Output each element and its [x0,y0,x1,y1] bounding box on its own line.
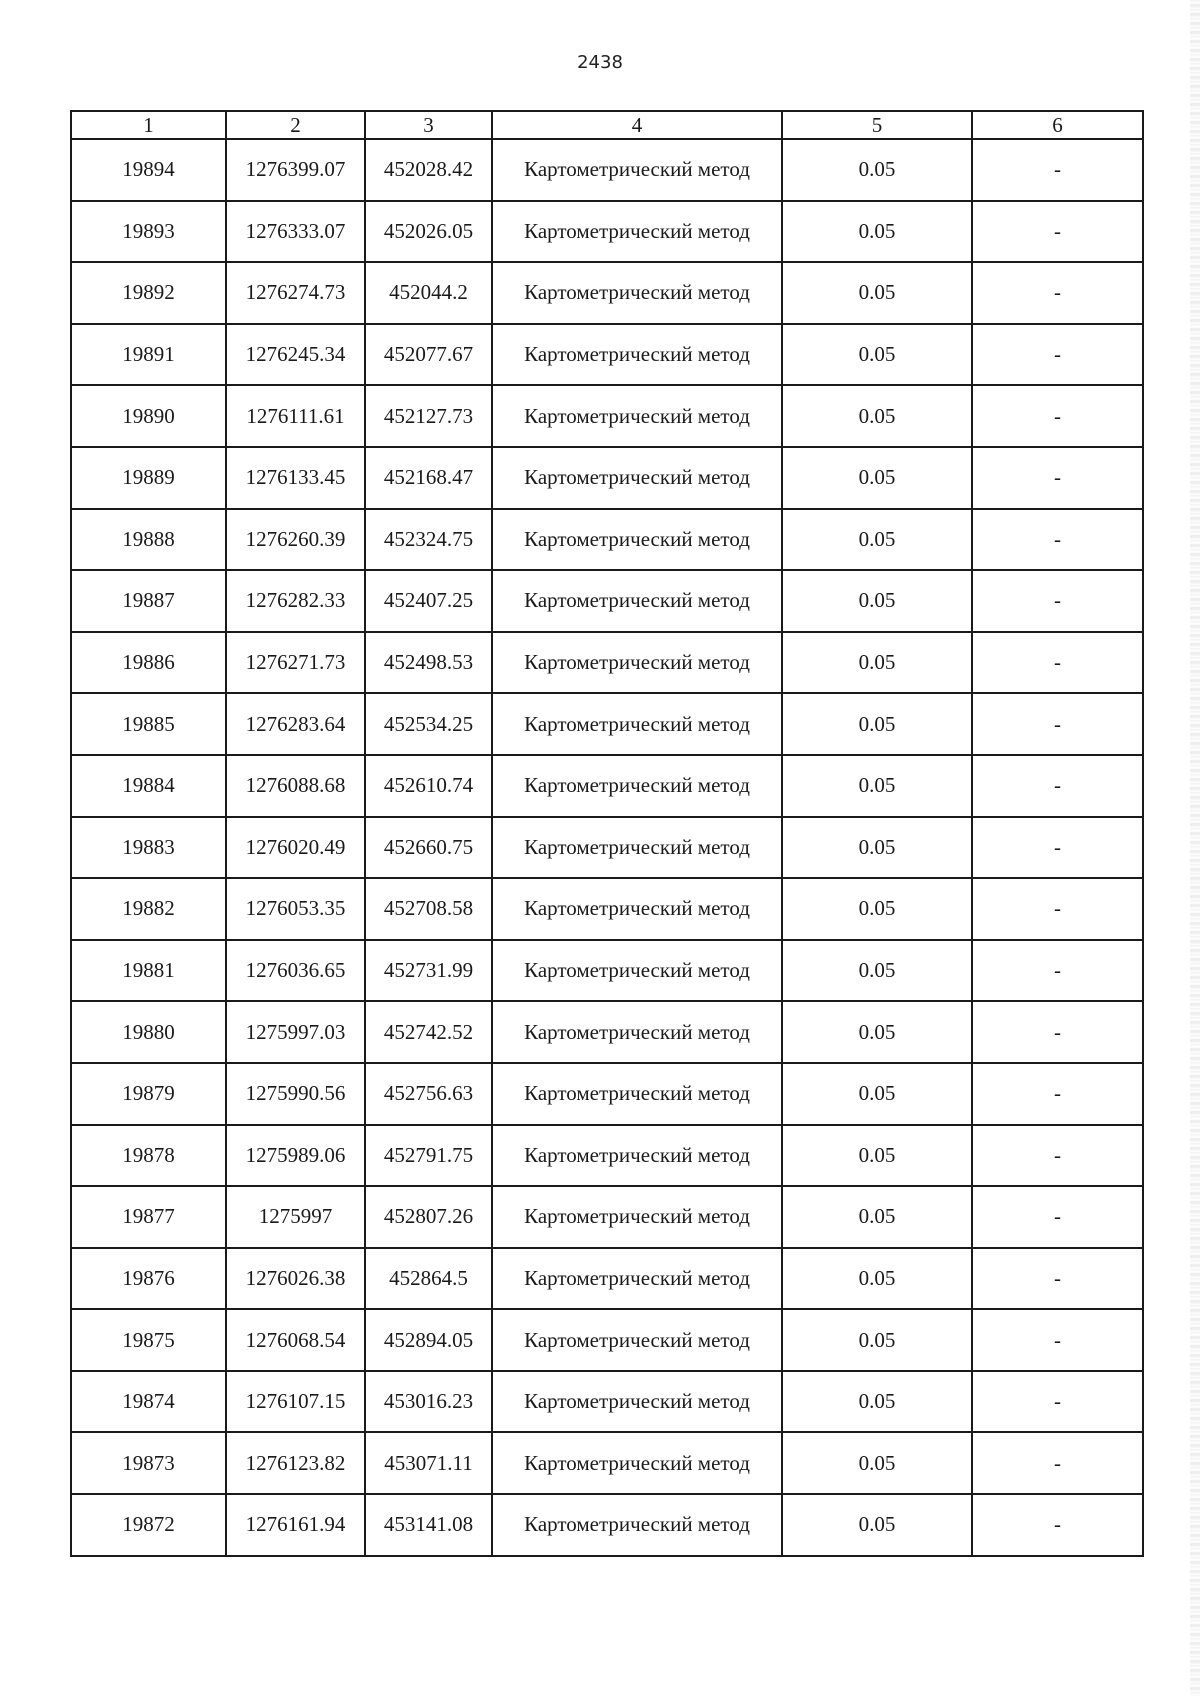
y-coordinate-cell: 452864.5 [365,1248,492,1310]
method-cell: Картометрический метод [492,447,782,509]
point-number-cell: 19876 [71,1248,226,1310]
accuracy-cell: 0.05 [782,447,972,509]
accuracy-cell: 0.05 [782,1125,972,1187]
table-header-row [71,111,1143,139]
y-coordinate-cell: 452756.63 [365,1063,492,1125]
point-number-cell: 19886 [71,632,226,694]
table-row [71,1248,1143,1310]
column-header-4: 4 [492,111,782,139]
method-cell: Картометрический метод [492,509,782,571]
method-cell: Картометрический метод [492,817,782,879]
table-row [71,878,1143,940]
table-row [71,509,1143,571]
accuracy-cell: 0.05 [782,570,972,632]
y-coordinate-cell: 452742.52 [365,1001,492,1063]
accuracy-cell: 0.05 [782,509,972,571]
y-coordinate-cell: 452044.2 [365,262,492,324]
point-number-cell: 19877 [71,1186,226,1248]
point-number-cell: 19889 [71,447,226,509]
accuracy-cell: 0.05 [782,1248,972,1310]
table-row [71,139,1143,201]
point-number-cell: 19880 [71,1001,226,1063]
accuracy-cell: 0.05 [782,1432,972,1494]
note-cell: - [972,755,1143,817]
note-cell: - [972,201,1143,263]
method-cell: Картометрический метод [492,201,782,263]
y-coordinate-cell: 452534.25 [365,693,492,755]
note-cell: - [972,385,1143,447]
table-row [71,632,1143,694]
note-cell: - [972,1001,1143,1063]
column-header-1: 1 [71,111,226,139]
y-coordinate-cell: 452731.99 [365,940,492,1002]
accuracy-cell: 0.05 [782,262,972,324]
table-body [71,139,1143,1556]
method-cell: Картометрический метод [492,1494,782,1556]
accuracy-cell: 0.05 [782,1001,972,1063]
column-header-2: 2 [226,111,365,139]
method-cell: Картометрический метод [492,570,782,632]
note-cell: - [972,1494,1143,1556]
point-number-cell: 19885 [71,693,226,755]
method-cell: Картометрический метод [492,632,782,694]
accuracy-cell: 0.05 [782,1063,972,1125]
table-row [71,940,1143,1002]
coordinates-table [70,110,1144,1557]
y-coordinate-cell: 452026.05 [365,201,492,263]
y-coordinate-cell: 452610.74 [365,755,492,817]
table-row [71,201,1143,263]
point-number-cell: 19891 [71,324,226,386]
method-cell: Картометрический метод [492,1371,782,1433]
accuracy-cell: 0.05 [782,385,972,447]
point-number-cell: 19875 [71,1309,226,1371]
point-number-cell: 19873 [71,1432,226,1494]
method-cell: Картометрический метод [492,1309,782,1371]
table-row [71,1125,1143,1187]
y-coordinate-cell: 452708.58 [365,878,492,940]
point-number-cell: 19883 [71,817,226,879]
point-number-cell: 19884 [71,755,226,817]
y-coordinate-cell: 452791.75 [365,1125,492,1187]
x-coordinate-cell: 1276271.73 [226,632,365,694]
y-coordinate-cell: 452324.75 [365,509,492,571]
x-coordinate-cell: 1276123.82 [226,1432,365,1494]
x-coordinate-cell: 1276053.35 [226,878,365,940]
x-coordinate-cell: 1276283.64 [226,693,365,755]
x-coordinate-cell: 1276111.61 [226,385,365,447]
y-coordinate-cell: 452407.25 [365,570,492,632]
coordinates-table-container [70,110,1130,1557]
method-cell: Картометрический метод [492,878,782,940]
method-cell: Картометрический метод [492,1125,782,1187]
scan-edge-artifact [1190,0,1200,1696]
y-coordinate-cell: 452077.67 [365,324,492,386]
accuracy-cell: 0.05 [782,817,972,879]
x-coordinate-cell: 1276020.49 [226,817,365,879]
x-coordinate-cell: 1276026.38 [226,1248,365,1310]
point-number-cell: 19888 [71,509,226,571]
page-number: 2438 [577,52,623,73]
table-row [71,324,1143,386]
note-cell: - [972,693,1143,755]
y-coordinate-cell: 452660.75 [365,817,492,879]
x-coordinate-cell: 1276133.45 [226,447,365,509]
note-cell: - [972,509,1143,571]
point-number-cell: 19892 [71,262,226,324]
point-number-cell: 19874 [71,1371,226,1433]
point-number-cell: 19878 [71,1125,226,1187]
x-coordinate-cell: 1275989.06 [226,1125,365,1187]
point-number-cell: 19890 [71,385,226,447]
accuracy-cell: 0.05 [782,139,972,201]
y-coordinate-cell: 452028.42 [365,139,492,201]
method-cell: Картометрический метод [492,262,782,324]
accuracy-cell: 0.05 [782,1309,972,1371]
accuracy-cell: 0.05 [782,324,972,386]
table-row [71,817,1143,879]
note-cell: - [972,1432,1143,1494]
note-cell: - [972,1371,1143,1433]
accuracy-cell: 0.05 [782,1371,972,1433]
x-coordinate-cell: 1276245.34 [226,324,365,386]
note-cell: - [972,817,1143,879]
note-cell: - [972,1248,1143,1310]
table-row [71,447,1143,509]
x-coordinate-cell: 1276282.33 [226,570,365,632]
table-row [71,385,1143,447]
y-coordinate-cell: 453016.23 [365,1371,492,1433]
table-row [71,1432,1143,1494]
method-cell: Картометрический метод [492,940,782,1002]
x-coordinate-cell: 1275990.56 [226,1063,365,1125]
accuracy-cell: 0.05 [782,1494,972,1556]
x-coordinate-cell: 1276333.07 [226,201,365,263]
method-cell: Картометрический метод [492,1001,782,1063]
note-cell: - [972,1186,1143,1248]
x-coordinate-cell: 1276161.94 [226,1494,365,1556]
note-cell: - [972,447,1143,509]
note-cell: - [972,878,1143,940]
accuracy-cell: 0.05 [782,755,972,817]
y-coordinate-cell: 453071.11 [365,1432,492,1494]
method-cell: Картометрический метод [492,385,782,447]
y-coordinate-cell: 452498.53 [365,632,492,694]
x-coordinate-cell: 1276107.15 [226,1371,365,1433]
table-row [71,1186,1143,1248]
note-cell: - [972,324,1143,386]
note-cell: - [972,262,1143,324]
method-cell: Картометрический метод [492,324,782,386]
table-row [71,693,1143,755]
column-header-6: 6 [972,111,1143,139]
method-cell: Картометрический метод [492,1248,782,1310]
y-coordinate-cell: 452127.73 [365,385,492,447]
y-coordinate-cell: 452168.47 [365,447,492,509]
x-coordinate-cell: 1276274.73 [226,262,365,324]
note-cell: - [972,1063,1143,1125]
table-row [71,755,1143,817]
method-cell: Картометрический метод [492,693,782,755]
accuracy-cell: 0.05 [782,201,972,263]
method-cell: Картометрический метод [492,1432,782,1494]
method-cell: Картометрический метод [492,1186,782,1248]
accuracy-cell: 0.05 [782,632,972,694]
note-cell: - [972,632,1143,694]
point-number-cell: 19879 [71,1063,226,1125]
table-row [71,1309,1143,1371]
x-coordinate-cell: 1275997.03 [226,1001,365,1063]
point-number-cell: 19882 [71,878,226,940]
note-cell: - [972,570,1143,632]
column-header-5: 5 [782,111,972,139]
x-coordinate-cell: 1276036.65 [226,940,365,1002]
accuracy-cell: 0.05 [782,693,972,755]
table-row [71,1494,1143,1556]
point-number-cell: 19894 [71,139,226,201]
x-coordinate-cell: 1276260.39 [226,509,365,571]
x-coordinate-cell: 1276068.54 [226,1309,365,1371]
table-row [71,262,1143,324]
point-number-cell: 19872 [71,1494,226,1556]
method-cell: Картометрический метод [492,1063,782,1125]
table-row [71,1063,1143,1125]
point-number-cell: 19881 [71,940,226,1002]
accuracy-cell: 0.05 [782,940,972,1002]
table-row [71,570,1143,632]
note-cell: - [972,1309,1143,1371]
x-coordinate-cell: 1276399.07 [226,139,365,201]
method-cell: Картометрический метод [492,139,782,201]
y-coordinate-cell: 452807.26 [365,1186,492,1248]
note-cell: - [972,139,1143,201]
note-cell: - [972,940,1143,1002]
method-cell: Картометрический метод [492,755,782,817]
table-row [71,1371,1143,1433]
y-coordinate-cell: 453141.08 [365,1494,492,1556]
x-coordinate-cell: 1275997 [226,1186,365,1248]
accuracy-cell: 0.05 [782,1186,972,1248]
table-row [71,1001,1143,1063]
y-coordinate-cell: 452894.05 [365,1309,492,1371]
point-number-cell: 19893 [71,201,226,263]
point-number-cell: 19887 [71,570,226,632]
accuracy-cell: 0.05 [782,878,972,940]
column-header-3: 3 [365,111,492,139]
x-coordinate-cell: 1276088.68 [226,755,365,817]
note-cell: - [972,1125,1143,1187]
